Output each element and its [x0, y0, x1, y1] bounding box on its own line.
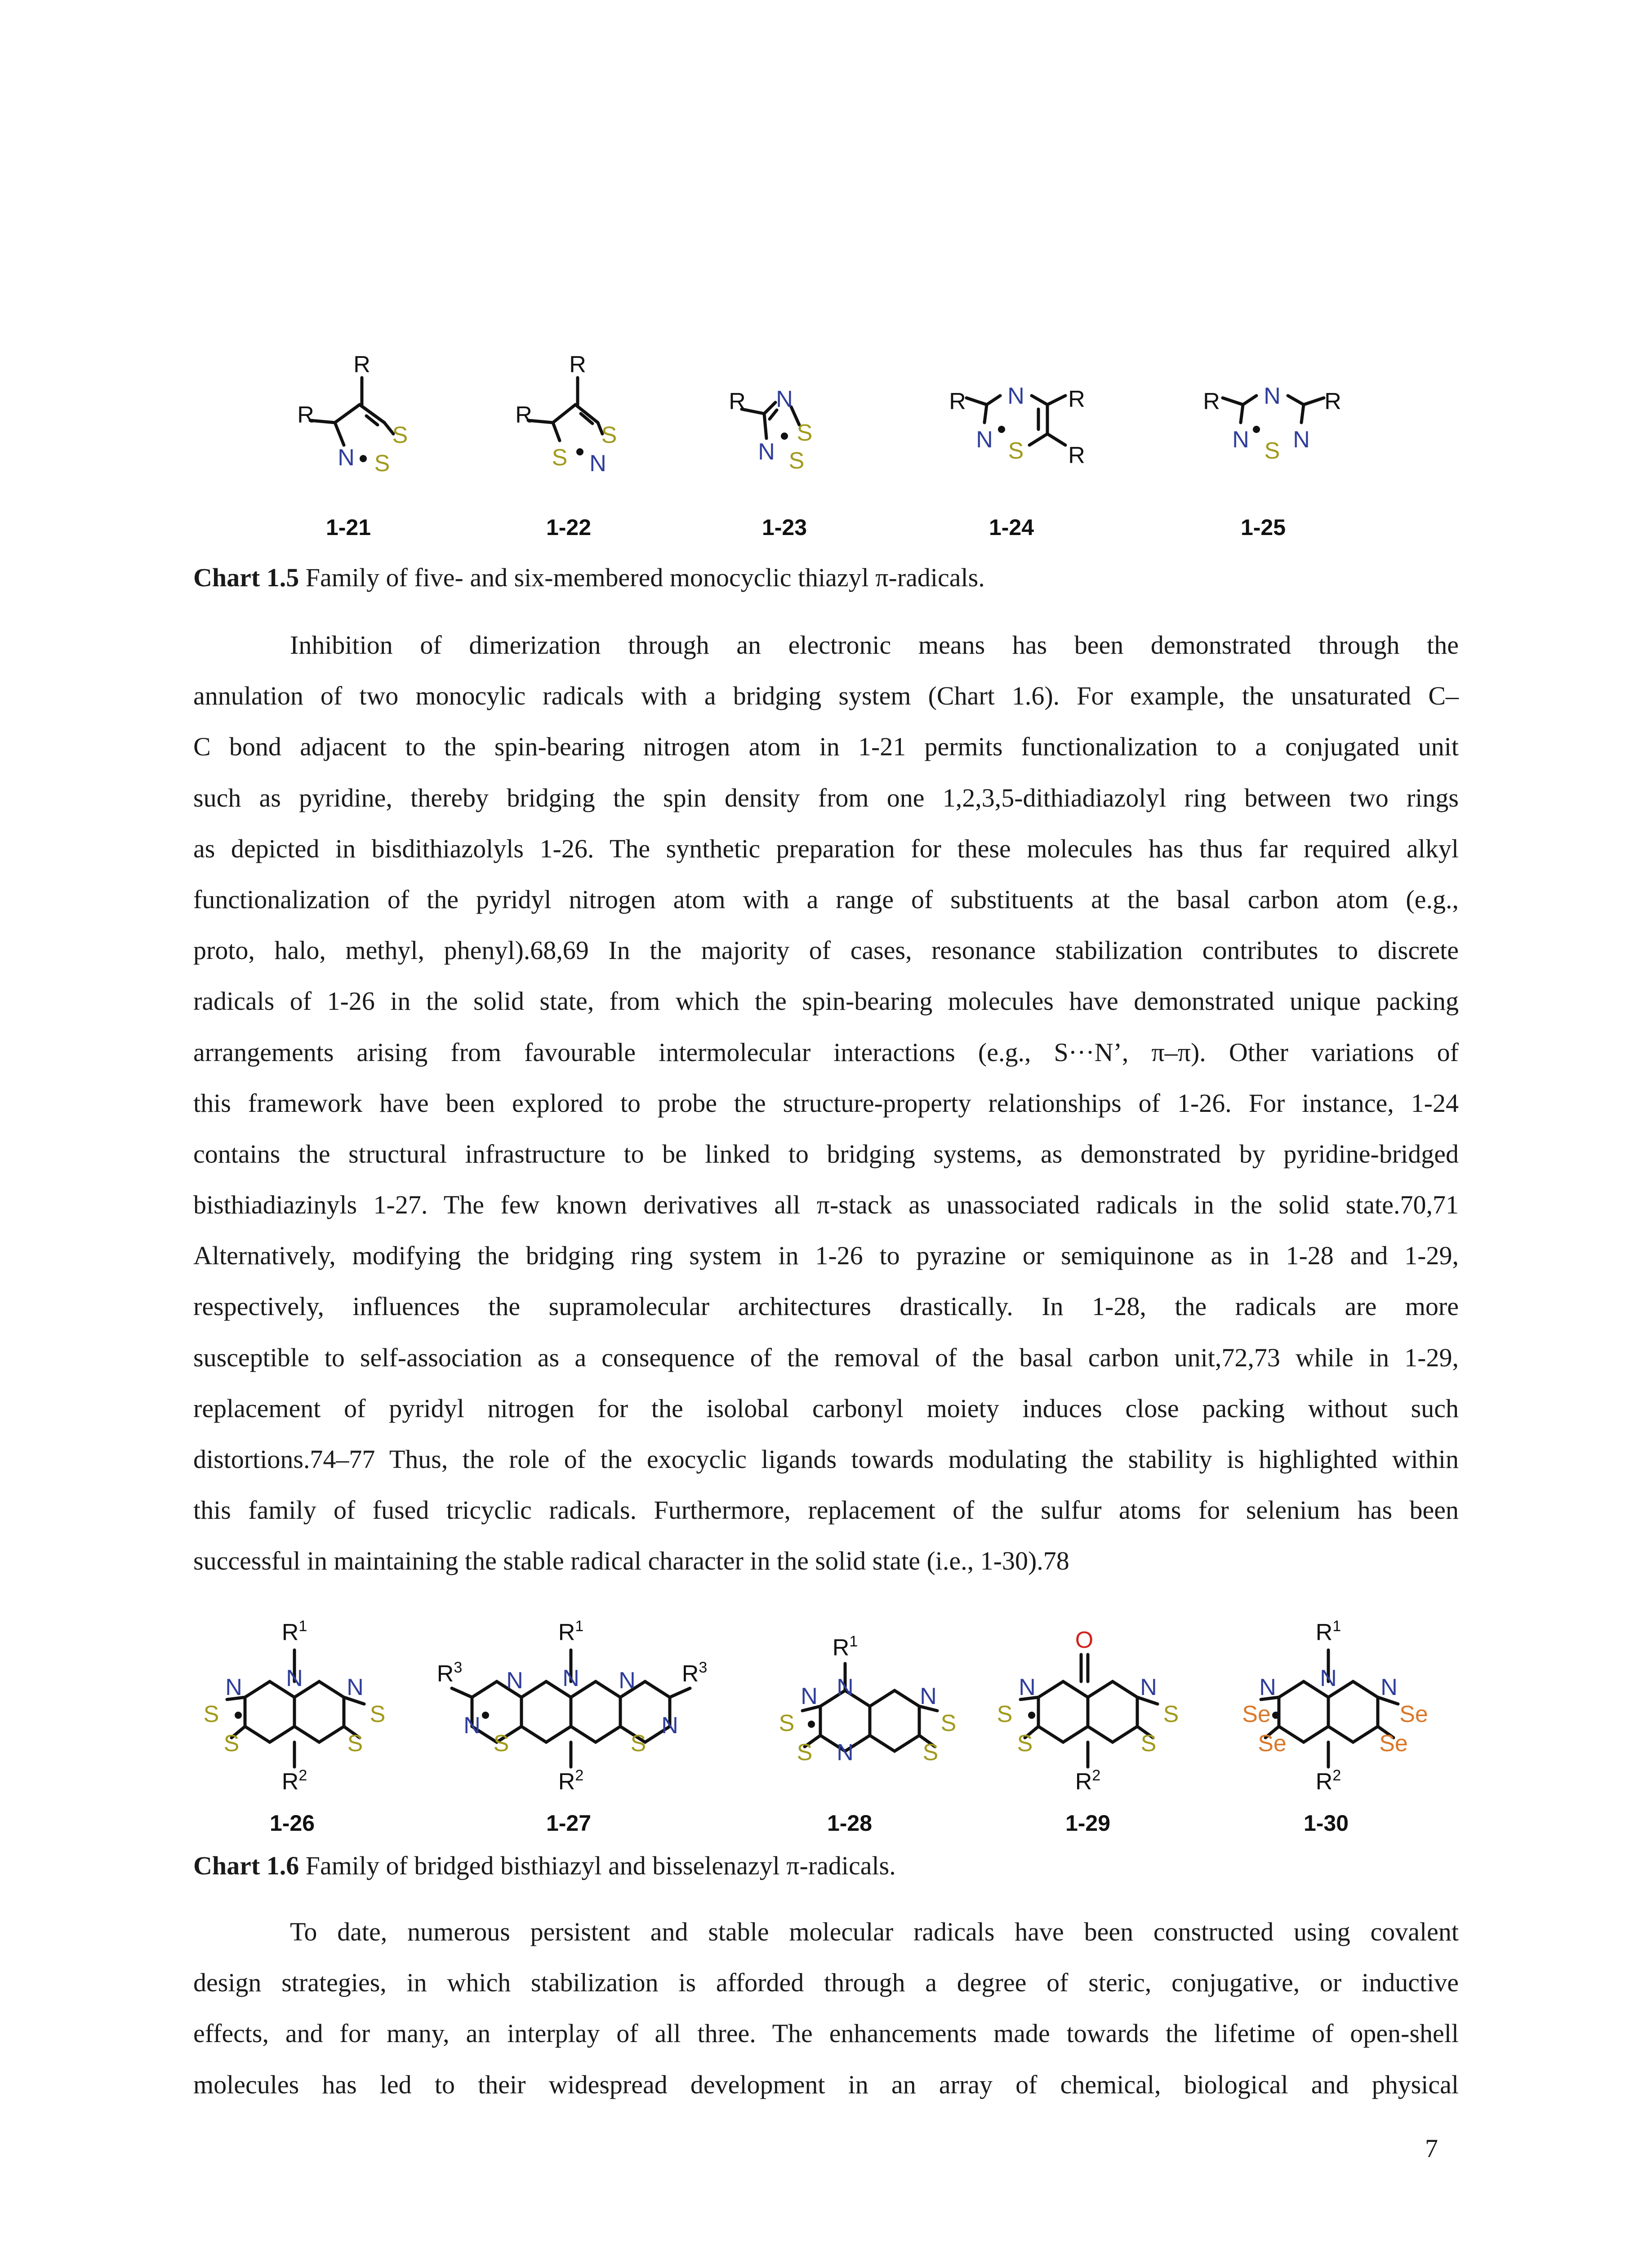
atom-n: N — [338, 445, 355, 471]
text-line: successful in maintaining the stable radical character in the solid state (i.e., 1-30).78 — [193, 1546, 1069, 1576]
atom-n: N — [619, 1668, 636, 1694]
substituent-r: R — [1068, 386, 1085, 412]
atom-s: S — [1264, 438, 1280, 464]
atom-n: N — [1019, 1674, 1036, 1700]
text-line: this framework have been explored to probe the structure-property relationships of 1-26. For instance, 1-24 — [193, 1088, 1459, 1118]
atom-n: N — [286, 1665, 303, 1691]
text-line: replacement of pyridyl nitrogen for the isolobal carbonyl moiety induces close packing without such — [193, 1393, 1459, 1423]
atom-s: S — [601, 422, 617, 448]
atom-n: N — [225, 1674, 242, 1700]
substituent-r: R — [1324, 388, 1341, 415]
compound-label: 1-21 — [325, 515, 371, 540]
atom-s: S — [779, 1710, 795, 1736]
atom-s: S — [1008, 438, 1024, 464]
caption-text: Family of bridged bisthiazyl and bisselenazyl π-radicals. — [299, 1851, 896, 1880]
text-line: distortions.74–77 Thus, the role of the exocyclic ligands towards modulating the stability is highlighted within — [193, 1445, 1459, 1474]
text-line: respectively, influences the supramolecular architectures drastically. In 1-28, the radicals are more — [193, 1292, 1459, 1321]
atom-s: S — [1017, 1731, 1033, 1757]
text-line: radicals of 1-26 in the solid state, from which the spin-bearing molecules have demonstrated unique packing — [193, 986, 1459, 1016]
atom-n: N — [1380, 1674, 1398, 1700]
atom-n: N — [1259, 1674, 1276, 1700]
atom-s: S — [797, 1740, 813, 1766]
caption-label: Chart 1.5 — [193, 563, 299, 592]
atom-n: N — [1264, 383, 1281, 409]
atom-n: N — [1232, 427, 1249, 453]
compound-label: 1-29 — [1065, 1811, 1111, 1836]
atom-se: Se — [1258, 1731, 1287, 1757]
compound-label: 1-25 — [1240, 515, 1286, 540]
substituent-r2: $R^2$ — [1315, 1767, 1341, 1795]
text-line: design strategies, in which stabilization is afforded through a degree of steric, conjugative, or inductive — [193, 1968, 1459, 1998]
atom-n: N — [589, 450, 606, 477]
compound-label: 1-22 — [546, 515, 592, 540]
text-line: contains the structural infrastructure to be linked to bridging systems, as demonstrated by pyridine-bridged — [193, 1139, 1459, 1169]
atom-s: S — [1163, 1701, 1179, 1727]
substituent-r3: $R^3$ — [681, 1659, 708, 1687]
compound-label: 1-27 — [546, 1811, 592, 1836]
substituent-r1: $R^1$ — [1315, 1618, 1341, 1646]
substituent-r: R — [353, 352, 370, 378]
atom-se: Se — [1242, 1701, 1271, 1727]
text-line: effects, and for many, an interplay of all three. The enhancements made towards the lifetime of open-shell — [193, 2019, 1459, 2048]
compound-label: 1-24 — [989, 515, 1034, 540]
substituent-r: R — [949, 388, 966, 415]
text-line: molecules has led to their widespread development in an array of chemical, biological and physical — [193, 2070, 1459, 2099]
atom-n: N — [776, 386, 793, 412]
substituent-r1: $R^1$ — [558, 1618, 584, 1646]
substituent-r: R — [1068, 442, 1085, 468]
compound-label: 1-23 — [761, 515, 807, 540]
atom-s: S — [552, 445, 568, 471]
substituent-r1: $R^1$ — [281, 1618, 307, 1646]
substituent-r: R — [1203, 388, 1220, 415]
atom-s: S — [922, 1740, 939, 1766]
text-line: To date, numerous persistent and stable molecular radicals have been constructed using covalent — [290, 1917, 1459, 1946]
atom-n: N — [1007, 383, 1024, 409]
chart-1-5-structures — [0, 351, 1652, 558]
substituent-r2: $R^2$ — [281, 1767, 307, 1795]
page-number: 7 — [1425, 2134, 1438, 2163]
atom-s: S — [940, 1710, 957, 1736]
atom-s: S — [630, 1731, 646, 1757]
substituent-r: R — [729, 388, 746, 415]
atom-s: S — [203, 1701, 219, 1727]
atom-s: S — [223, 1731, 240, 1757]
chart-1-5-caption — [193, 560, 1461, 596]
atom-n: N — [837, 1740, 854, 1766]
atom-n: N — [801, 1683, 818, 1709]
atom-n: N — [920, 1683, 937, 1709]
text-line: arrangements arising from favourable intermolecular interactions (e.g., S···N’, π–π). Other variations of — [193, 1037, 1459, 1067]
atom-n: N — [1293, 427, 1310, 453]
substituent-r1: $R^1$ — [832, 1633, 858, 1661]
text-line: such as pyridine, thereby bridging the spin density from one 1,2,3,5-dithiadiazolyl ring between two rings — [193, 783, 1459, 812]
compound-label: 1-28 — [827, 1811, 873, 1836]
atom-n: N — [976, 427, 993, 453]
atom-s: S — [1140, 1731, 1157, 1757]
substituent-r3: $R^3$ — [436, 1659, 463, 1687]
atom-se: Se — [1399, 1701, 1428, 1727]
caption-text: Family of five- and six-membered monocyclic thiazyl π-radicals. — [299, 563, 985, 592]
atom-n: N — [1140, 1674, 1157, 1700]
chart-1-6-structures — [0, 1614, 1652, 1848]
body-paragraph-2 — [193, 1906, 1459, 2110]
atom-n: N — [347, 1674, 364, 1700]
atom-s: S — [797, 420, 813, 446]
atom-n: N — [463, 1713, 481, 1739]
chart-1-6-caption — [193, 1848, 1461, 1884]
atom-s: S — [370, 1701, 386, 1727]
compound-label: 1-30 — [1303, 1811, 1349, 1836]
text-line: as depicted in bisdithiazolyls 1-26. The synthetic preparation for these molecules has thus far required alkyl — [193, 834, 1459, 863]
substituent-r2: $R^2$ — [558, 1767, 584, 1795]
substituent-r: R — [569, 352, 586, 378]
atom-n: N — [758, 439, 775, 465]
body-paragraph-1 — [193, 620, 1459, 1587]
atom-s: S — [392, 422, 408, 448]
text-line: annulation of two monocylic radicals with a bridging system (Chart 1.6). For example, the unsaturated C– — [193, 681, 1459, 711]
caption-label: Chart 1.6 — [193, 1851, 299, 1880]
compound-label: 1-26 — [269, 1811, 315, 1836]
atom-s: S — [997, 1701, 1013, 1727]
text-line: bisthiadiazinyls 1-27. The few known derivatives all π-stack as unassociated radicals in the solid state.70,71 — [193, 1190, 1459, 1220]
text-line: C bond adjacent to the spin-bearing nitrogen atom in 1-21 permits functionalization to a conjugated unit — [193, 732, 1459, 762]
substituent-r: R — [515, 402, 532, 428]
text-line: Inhibition of dimerization through an electronic means has been demonstrated through the — [290, 630, 1459, 660]
atom-s: S — [347, 1731, 363, 1757]
substituent-r2: $R^2$ — [1075, 1767, 1101, 1795]
text-line: Alternatively, modifying the bridging ring system in 1-26 to pyrazine or semiquinone as in 1-28 and 1-29, — [193, 1241, 1459, 1271]
atom-n: N — [837, 1674, 854, 1700]
text-line: this family of fused tricyclic radicals. Furthermore, replacement of the sulfur atoms for selenium has been — [193, 1495, 1459, 1525]
atom-n: N — [506, 1668, 523, 1694]
atom-s: S — [493, 1731, 509, 1757]
atom-se: Se — [1379, 1731, 1408, 1757]
atom-s: S — [788, 448, 805, 474]
substituent-r: R — [297, 402, 314, 428]
atom-n: N — [562, 1665, 579, 1691]
text-line: functionalization of the pyridyl nitrogen atom with a range of substituents at the basal carbon atom (e.g., — [193, 884, 1459, 914]
atom-o: O — [1075, 1627, 1094, 1653]
atom-n: N — [1320, 1665, 1337, 1691]
atom-s: S — [374, 450, 390, 477]
text-line: proto, halo, methyl, phenyl).68,69 In the majority of cases, resonance stabilization contributes to discrete — [193, 936, 1459, 965]
atom-n: N — [661, 1713, 678, 1739]
text-line: susceptible to self-association as a consequence of the removal of the basal carbon unit,72,73 while in 1-29, — [193, 1343, 1459, 1372]
